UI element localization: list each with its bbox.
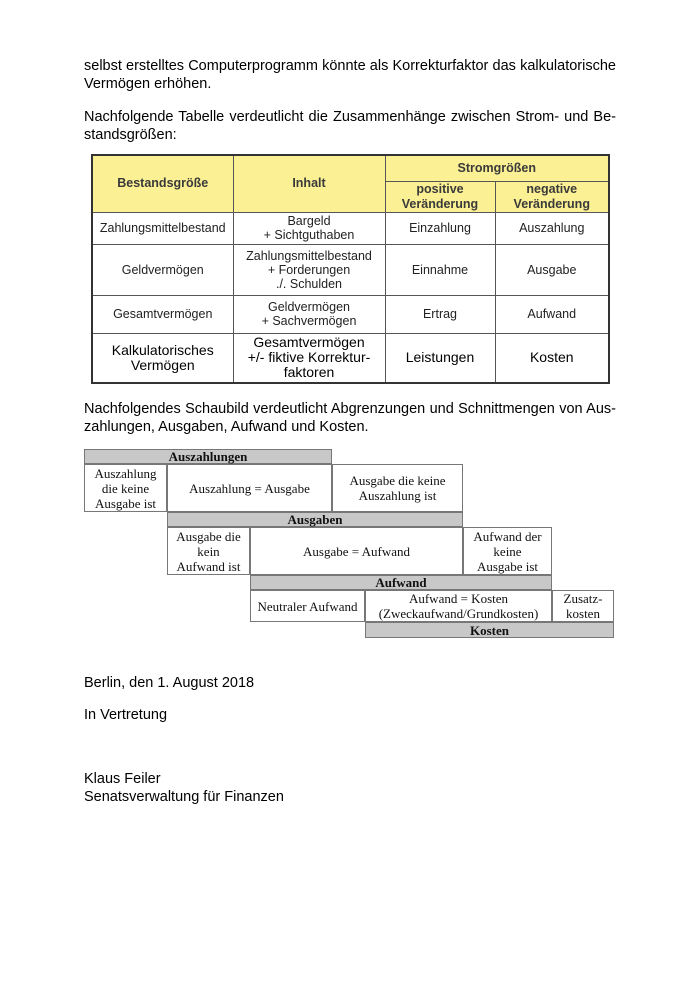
box-ausgabe-keine-auszahlung xyxy=(332,464,463,512)
cell-bestand: Zahlungsmittelbestand xyxy=(92,212,233,244)
cell-line: Vermögen xyxy=(130,356,195,373)
cell-negative: Kosten xyxy=(495,333,609,383)
box-line: Ausgabe die xyxy=(176,528,241,544)
cell-positive: Einnahme xyxy=(385,244,495,295)
cell-negative: Auszahlung xyxy=(495,212,609,244)
cell-inhalt xyxy=(233,212,385,244)
box-line: keine xyxy=(493,543,522,559)
box-zusatzkosten xyxy=(552,590,614,622)
paragraph-line: standsgrößen: xyxy=(84,127,177,143)
box-line: Auszahlung ist xyxy=(358,488,437,503)
paragraph-intro xyxy=(84,57,616,93)
cell-inhalt xyxy=(233,244,385,295)
box-line: kein xyxy=(197,543,220,559)
cell-inhalt xyxy=(233,295,385,333)
cell-line: + Sachvermögen xyxy=(261,314,357,328)
paragraph-table-intro xyxy=(84,108,616,144)
paragraph-diagram-intro xyxy=(84,400,616,436)
box-line: kosten xyxy=(566,606,600,621)
in-vertretung: In Vertretung xyxy=(84,707,168,723)
header-bestandsgroesse: Bestandsgröße xyxy=(92,155,233,212)
cell-bestand: Gesamtvermögen xyxy=(92,295,233,333)
cell-line: Kalkulatorisches xyxy=(111,341,214,358)
cell-line: faktoren xyxy=(283,364,335,381)
box-line: die keine xyxy=(101,480,150,496)
cell-bestand xyxy=(92,333,233,383)
header-inhalt: Inhalt xyxy=(233,155,385,212)
header-stromgroessen: Stromgrößen xyxy=(385,155,609,181)
cell-line: ./. Schulden xyxy=(275,276,342,291)
box-line: Aufwand ist xyxy=(176,558,241,574)
box-line: Aufwand = Kosten xyxy=(408,591,509,606)
cell-line: + Sichtguthaben xyxy=(263,228,355,242)
cell-line: +/- fiktive Korrektur- xyxy=(247,349,371,366)
cell-line: Bargeld xyxy=(287,214,331,228)
cell-line: Geldvermögen xyxy=(268,300,350,314)
paragraph-line: Vermögen erhöhen. xyxy=(84,76,212,92)
expense-cost-diagram xyxy=(84,449,616,639)
box-line: Ausgabe die keine xyxy=(349,473,446,488)
box-line: Ausgabe ist xyxy=(94,495,157,511)
cell-line: Zahlungsmittelbestand xyxy=(246,248,372,263)
cell-positive: Einzahlung xyxy=(385,212,495,244)
cell-bestand: Geldvermögen xyxy=(92,244,233,295)
signatory-name: Klaus Feiler xyxy=(84,771,161,787)
place-date: Berlin, den 1. August 2018 xyxy=(84,675,255,691)
header-negative: negative Veränderung xyxy=(495,181,609,212)
paragraph-line: zahlungen, Ausgaben, Aufwand und Kosten. xyxy=(84,419,369,435)
box-line: Zusatz- xyxy=(563,591,603,606)
table-row xyxy=(92,212,609,244)
label-ausgaben: Ausgaben xyxy=(167,512,463,527)
table-row xyxy=(92,244,609,295)
paragraph-line: Nachfolgendes Schaubild verdeutlicht Abgrenzungen und Schnittmengen von Aus- xyxy=(84,401,616,417)
box-aufwand-keine-ausgabe xyxy=(463,527,552,575)
label-aufwand: Aufwand xyxy=(250,575,552,590)
box-aufwand-gleich-kosten xyxy=(365,590,552,622)
label-auszahlungen: Auszahlungen xyxy=(84,449,332,464)
cell-negative: Ausgabe xyxy=(495,244,609,295)
box-line: Aufwand der xyxy=(473,528,542,544)
table-row xyxy=(92,333,609,383)
label-kosten: Kosten xyxy=(365,622,614,638)
paragraph-line: Nachfolgende Tabelle verdeutlicht die Zusammenhänge zwischen Strom- und Be- xyxy=(84,109,616,125)
signatory-department: Senatsverwaltung für Finanzen xyxy=(84,789,284,805)
box-ausgabe-gleich-aufwand: Ausgabe = Aufwand xyxy=(250,527,463,575)
header-positive: positive Veränderung xyxy=(385,181,495,212)
cell-line: + Forderungen xyxy=(267,262,351,277)
box-line: (Zweckaufwand/Grundkosten) xyxy=(378,606,539,621)
cell-positive: Leistungen xyxy=(385,333,495,383)
cell-positive: Ertrag xyxy=(385,295,495,333)
cell-inhalt xyxy=(233,333,385,383)
paragraph-line: selbst erstelltes Computerprogramm könnte als Korrekturfaktor das kalkulatorische xyxy=(84,58,616,74)
box-auszahlung-keine-ausgabe xyxy=(84,464,167,512)
stock-flow-table xyxy=(91,154,610,384)
cell-negative: Aufwand xyxy=(495,295,609,333)
box-ausgabe-kein-aufwand xyxy=(167,527,250,575)
cell-line: Gesamtvermögen xyxy=(253,334,365,351)
box-auszahlung-gleich-ausgabe: Auszahlung = Ausgabe xyxy=(167,464,332,512)
table-row xyxy=(92,295,609,333)
box-line: Auszahlung xyxy=(94,465,157,481)
box-neutraler-aufwand: Neutraler Aufwand xyxy=(250,590,365,622)
box-line: Ausgabe ist xyxy=(476,558,539,574)
